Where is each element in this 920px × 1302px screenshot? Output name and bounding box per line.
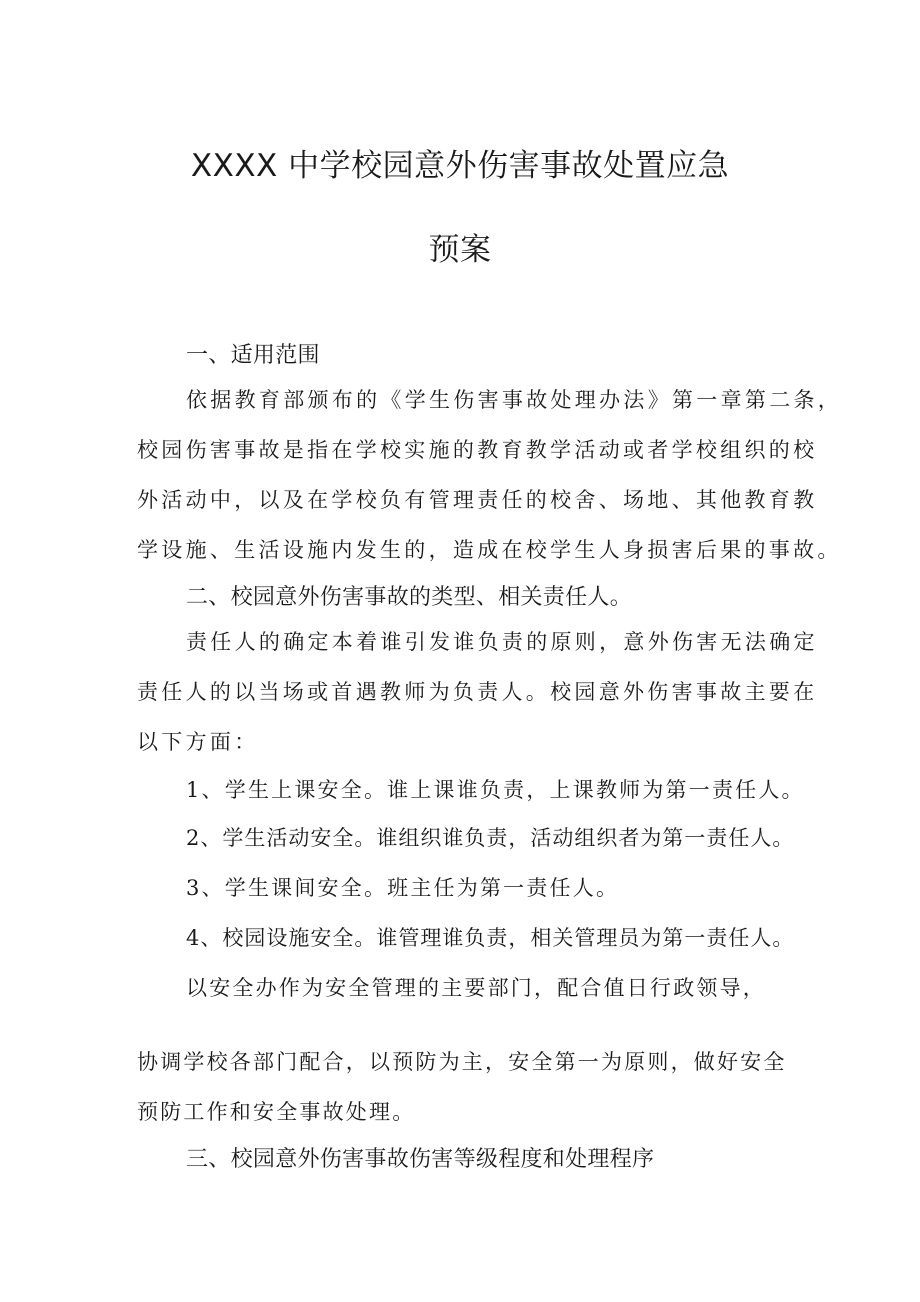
section1-line: 校园伤害事故是指在学校实施的教育教学活动或者学校组织的校 <box>137 438 818 462</box>
section2-item: 3、学生课间安全。班主任为第一责任人。 <box>186 876 620 900</box>
section2-intro-line: 责任人的以当场或首遇教师为负责人。校园意外伤害事故主要在 <box>137 680 818 704</box>
section2-closing-line: 协调学校各部门配合，以预防为主，安全第一为原则，做好安全 <box>137 1050 787 1074</box>
document-title-line2: 预案 <box>428 232 492 268</box>
section1-line: 依据教育部颁布的《学生伤害事故处理办法》第一章第二条， <box>186 388 843 412</box>
section2-heading: 二、校园意外伤害事故的类型、相关责任人。 <box>186 585 633 610</box>
document-title-line1: XXXX 中学校园意外伤害事故处置应急 <box>190 148 730 184</box>
section1-line: 外活动中，以及在学校负有管理责任的校舍、场地、其他教育教 <box>137 488 818 512</box>
section2-intro-line: 责任人的确定本着谁引发谁负责的原则，意外伤害无法确定 <box>186 630 818 654</box>
section2-closing-line: 预防工作和安全事故处理。 <box>137 1100 416 1124</box>
section3-heading: 三、校园意外伤害事故伤害等级程度和处理程序 <box>186 1147 655 1172</box>
section1-line: 学设施、生活设施内发生的，造成在校学生人身损害后果的事故。 <box>137 538 842 562</box>
section2-item: 2、学生活动安全。谁组织谁负责，活动组织者为第一责任人。 <box>186 826 795 850</box>
section2-item: 1、学生上课安全。谁上课谁负责，上课教师为第一责任人。 <box>186 778 805 802</box>
section2-intro-line: 以下方面： <box>137 730 259 754</box>
section2-item: 4、校园设施安全。谁管理谁负责，相关管理员为第一责任人。 <box>186 926 795 950</box>
section1-heading: 一、适用范围 <box>186 343 320 368</box>
section2-closing-line: 以安全办作为安全管理的主要部门，配合值日行政领导， <box>186 976 766 1000</box>
